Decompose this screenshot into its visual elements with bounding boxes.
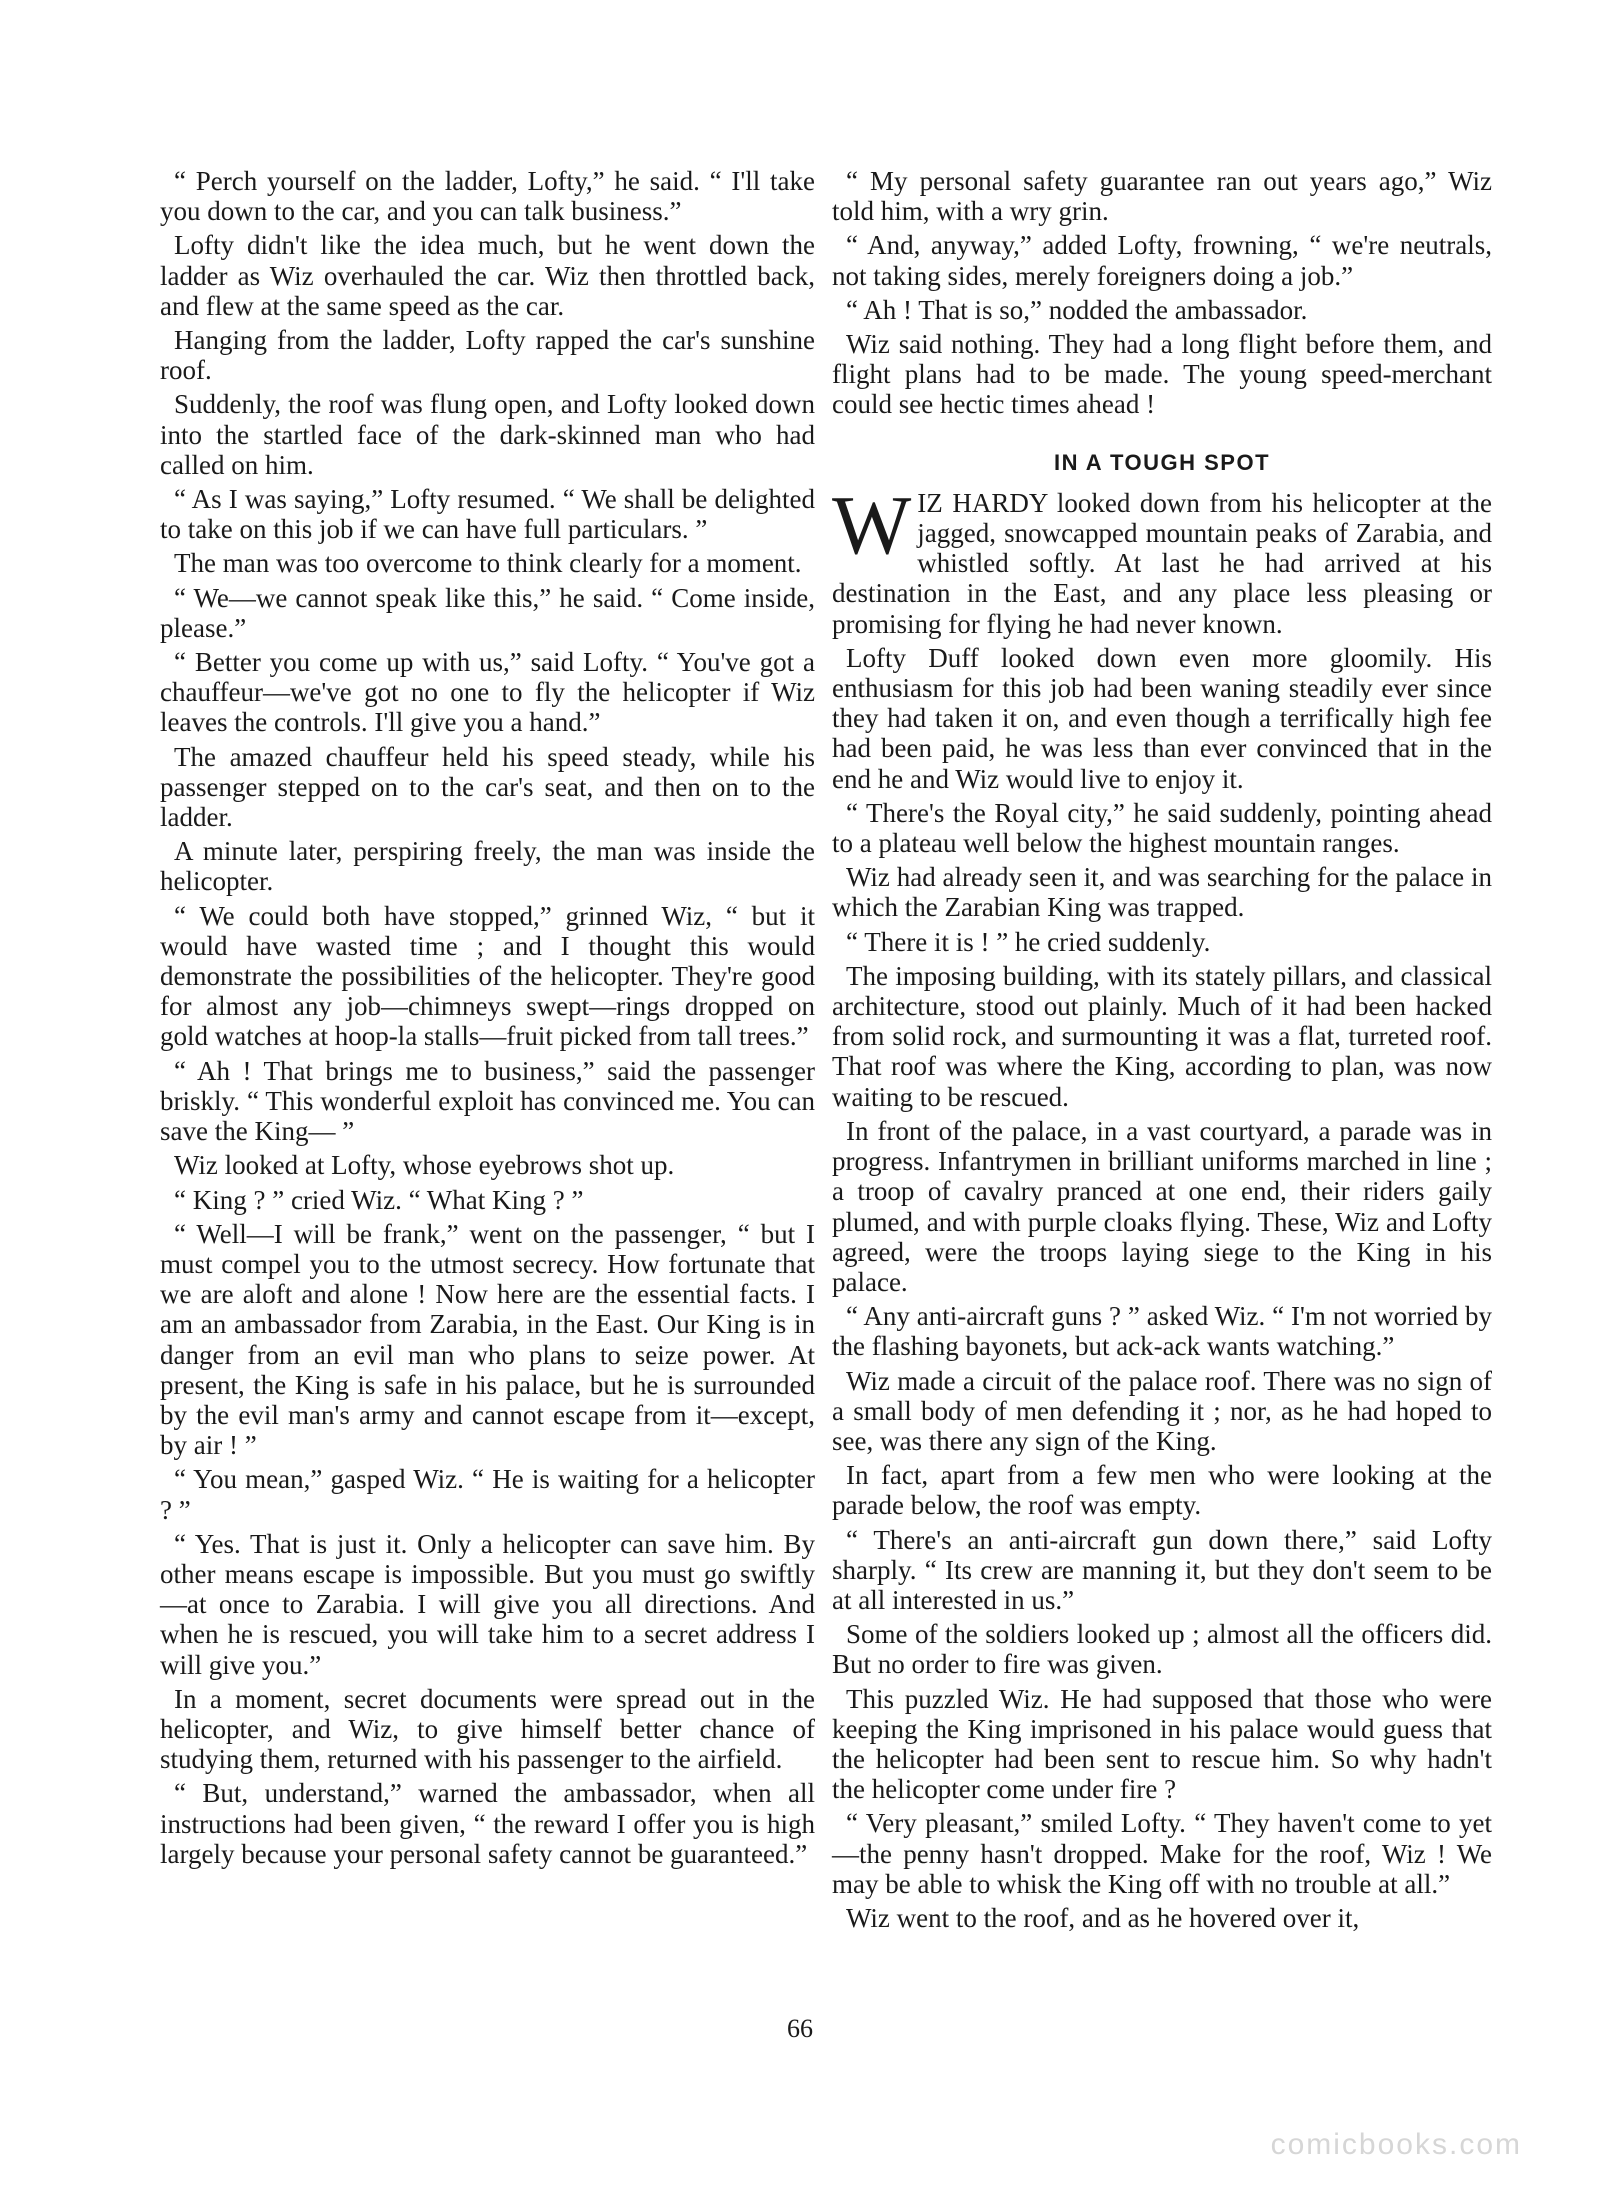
paragraph: “ There it is ! ” he cried suddenly. [846, 926, 1211, 957]
left-column [160, 166, 815, 1869]
paragraph: In fact, apart from a few men who were looking at the parade below, the roof was empty. [832, 1460, 1492, 1521]
paragraph: The man was too overcome to think clearly for a moment. [174, 548, 802, 579]
page-number: 66 [787, 2014, 813, 2043]
paragraph: The amazed chauffeur held his speed steady, while his passenger stepped on to the car's seat, and then on to the ladder. [160, 741, 815, 833]
paragraph: “ And, anyway,” added Lofty, frowning, “ we're neutrals, not taking sides, merely foreigners doing a job.” [832, 230, 1492, 291]
paragraph: Wiz made a circuit of the palace roof. There was no sign of a small body of men defending it ; nor, as he had hoped to see, was there any sign of the King. [832, 1365, 1492, 1456]
paragraph: Wiz had already seen it, and was searching for the palace in which the Zarabian King was trapped. [832, 862, 1492, 923]
paragraph: Suddenly, the roof was flung open, and Lofty looked down into the startled face of the dark-skinned man who had called on him. [160, 389, 815, 480]
paragraph: “ King ? ” cried Wiz. “ What King ? ” [174, 1184, 584, 1215]
paragraph: “ There's an anti-aircraft gun down there,” said Lofty sharply. “ Its crew are manning it, but they don't seem to be at all interested in us.” [832, 1524, 1492, 1615]
opening-paragraph-text: IZ HARDY looked down from his helicopter at the jagged, snowcapped mountain peaks of Zarabia, and whistled softly. At last he had arrived at his destination in the East, and any place less pleasing or promising for flying he had never known. [832, 487, 1492, 639]
paragraph: Wiz looked at Lofty, whose eyebrows shot up. [174, 1150, 675, 1181]
paragraph: “ Ah ! That is so,” nodded the ambassador. [846, 294, 1308, 325]
section-heading: IN A TOUGH SPOT [1053, 449, 1271, 475]
paragraph: “ Well—I will be frank,” went on the passenger, “ but I must compel you to the utmost secrecy. How fortunate that we are aloft and alone ! Now here are the essential facts. I am an ambassador from Zarabia, in the East. Our King is in danger from an evil man who plans to seize power. At present, the King is safe in his palace, but he is surrounded by the evil man's army and cannot escape from it—except, by air ! ” [160, 1218, 815, 1461]
paragraph: “ Better you come up with us,” said Lofty. “ You've got a chauffeur—we've got no one to fly the helicopter if Wiz leaves the controls. I'll give you a hand.” [160, 647, 815, 738]
paragraph: “ My personal safety guarantee ran out years ago,” Wiz told him, with a wry grin. [832, 166, 1492, 227]
paragraph: A minute later, perspiring freely, the man was inside the helicopter. [160, 836, 815, 897]
paragraph: “ Very pleasant,” smiled Lofty. “ They haven't come to yet—the penny hasn't dropped. Make for the roof, Wiz ! We may be able to whisk the King off with no trouble at all.” [832, 1808, 1492, 1899]
paragraph: “ As I was saying,” Lofty resumed. “ We shall be delighted to take on this job if we can have full particulars. ” [160, 484, 815, 545]
paragraph: Wiz went to the roof, and as he hovered over it, [846, 1902, 1360, 1933]
paragraph: The imposing building, with its stately pillars, and classical architecture, stood out plainly. Much of it had been hacked from solid rock, and surmounting it was a flat, turreted roof. That roof was where the King, according to plan, was now waiting to be rescued. [832, 960, 1492, 1112]
paragraph: Lofty didn't like the idea much, but he went down the ladder as Wiz overhauled the car. Wiz then throttled back, and flew at the same speed as the car. [160, 230, 815, 321]
right-column [832, 166, 1492, 1933]
paragraph: In a moment, secret documents were spread out in the helicopter, and Wiz, to give himself better chance of studying them, returned with his passenger to the airfield. [160, 1683, 815, 1775]
paragraph: Lofty Duff looked down even more gloomily. His enthusiasm for this job had been waning steadily ever since they had taken it on, and even though a terrifically high fee had been paid, he was less than ever convinced that in the end he and Wiz would live to enjoy it. [832, 642, 1492, 794]
paragraph: Wiz said nothing. They had a long flight before them, and flight plans had to be made. The young speed-merchant could see hectic times ahead ! [832, 329, 1492, 420]
watermark: comicbooks.com [1270, 2128, 1522, 2161]
paragraph: This puzzled Wiz. He had supposed that those who were keeping the King imprisoned in his palace would guess that the helicopter had been sent to rescue him. So why hadn't the helicopter come under fire ? [832, 1683, 1492, 1805]
paragraph: “ But, understand,” warned the ambassador, when all instructions had been given, “ the reward I offer you is high largely because your personal safety cannot be guaranteed.” [160, 1778, 815, 1869]
paragraph: “ Any anti-aircraft guns ? ” asked Wiz. “ I'm not worried by the flashing bayonets, but ack-ack wants watching.” [832, 1301, 1492, 1362]
paragraph: “ There's the Royal city,” he said suddenly, pointing ahead to a plateau well below the highest mountain ranges. [832, 797, 1492, 859]
paragraph: “ Yes. That is just it. Only a helicopter can save him. By other means escape is impossible. But you must go swiftly—at once to Zarabia. I will give you all directions. And when he is rescued, you will take him to a secret address I will give you.” [160, 1528, 815, 1680]
paragraph: “ Ah ! That brings me to business,” said the passenger briskly. “ This wonderful exploit has convinced me. You can save the King— ” [160, 1055, 815, 1147]
paragraph: “ We—we cannot speak like this,” he said. “ Come inside, please.” [160, 582, 815, 643]
paragraph: Some of the soldiers looked up ; almost all the officers did. But no order to fire was given. [832, 1619, 1492, 1680]
drop-cap: W [832, 478, 912, 572]
paragraph: “ You mean,” gasped Wiz. “ He is waiting for a helicopter ? ” [160, 1464, 815, 1525]
opening-paragraph [832, 478, 1492, 639]
paragraph: “ We could both have stopped,” grinned Wiz, “ but it would have wasted time ; and I thought this would demonstrate the possibilities of the helicopter. They're good for almost any job—chimneys swept—rings dropped on gold watches at hoop-la stalls—fruit picked from tall trees.” [160, 900, 815, 1052]
paragraph: Hanging from the ladder, Lofty rapped the car's sunshine roof. [160, 325, 815, 386]
paragraph: In front of the palace, in a vast courtyard, a parade was in progress. Infantrymen in brilliant uniforms marched in line ; a troop of cavalry pranced at one end, their riders gaily plumed, and with purple cloaks flying. These, Wiz and Lofty agreed, were the troops laying siege to the King in his palace. [832, 1115, 1492, 1297]
paragraph: “ Perch yourself on the ladder, Lofty,” he said. “ I'll take you down to the car, and you can talk business.” [160, 166, 815, 227]
